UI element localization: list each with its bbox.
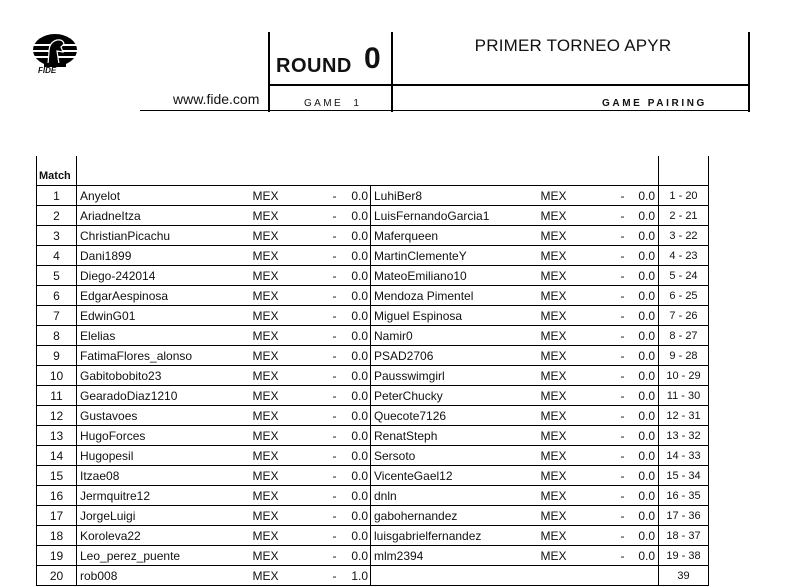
match-number: 18 [37,526,77,546]
board-numbers: 11 - 30 [659,386,709,406]
match-number: 10 [37,366,77,386]
separator: - [613,306,633,326]
board-numbers: 10 - 29 [659,366,709,386]
separator: - [613,406,633,426]
header-divider-mid [391,32,393,112]
white-federation: MEX [253,546,325,566]
white-player: Gabitobobito23 [77,366,253,386]
board-column-header [659,156,709,186]
separator: - [325,426,345,446]
white-player: rob008 [77,566,253,586]
black-federation: MEX [541,226,613,246]
white-federation: MEX [253,346,325,366]
black-player: luisgabrielfernandez [371,526,541,546]
white-federation: MEX [253,446,325,466]
board-numbers: 15 - 34 [659,466,709,486]
header-rule [268,84,750,86]
match-number: 2 [37,206,77,226]
black-player: Mendoza Pimentel [371,286,541,306]
board-numbers: 4 - 23 [659,246,709,266]
round-label: ROUND [276,55,352,77]
white-player: Dani1899 [77,246,253,266]
separator: - [325,406,345,426]
table-row [37,186,709,206]
white-points: 0.0 [345,526,371,546]
black-player: Quecote7126 [371,406,541,426]
board-numbers: 3 - 22 [659,226,709,246]
white-points: 0.0 [345,466,371,486]
table-row [37,286,709,306]
match-number: 12 [37,406,77,426]
white-federation: MEX [253,326,325,346]
match-number: 8 [37,326,77,346]
black-points: 0.0 [633,406,659,426]
white-player: HugoForces [77,426,253,446]
white-federation: MEX [253,226,325,246]
white-player: EdwinG01 [77,306,253,326]
table-row [37,526,709,546]
separator: - [613,326,633,346]
black-federation: MEX [541,266,613,286]
white-points: 1.0 [345,566,371,586]
table-row [37,426,709,446]
white-federation: MEX [253,426,325,446]
black-federation: MEX [541,526,613,546]
separator: - [613,286,633,306]
white-points: 0.0 [345,206,371,226]
white-points: 0.0 [345,406,371,426]
white-player: Koroleva22 [77,526,253,546]
header-divider-right [748,32,750,112]
black-points: 0.0 [633,526,659,546]
board-numbers: 1 - 20 [659,186,709,206]
black-points: 0.0 [633,306,659,326]
black-federation: MEX [541,386,613,406]
black-federation: MEX [541,326,613,346]
separator: - [325,526,345,546]
separator: - [325,326,345,346]
match-number: 19 [37,546,77,566]
match-number: 1 [37,186,77,206]
table-row [37,306,709,326]
separator: - [613,186,633,206]
white-points: 0.0 [345,326,371,346]
black-federation: MEX [541,286,613,306]
table-row [37,346,709,366]
board-numbers: 16 - 35 [659,486,709,506]
white-points: 0.0 [345,506,371,526]
match-number: 15 [37,466,77,486]
game-label: GAME 1 [304,98,362,109]
match-number: 5 [37,266,77,286]
black-points [633,566,659,586]
black-federation: MEX [541,346,613,366]
white-federation: MEX [253,266,325,286]
white-federation: MEX [253,526,325,546]
separator: - [613,426,633,446]
white-player: Jermquitre12 [77,486,253,506]
separator [613,566,633,586]
match-number: 13 [37,426,77,446]
black-player: LuhiBer8 [371,186,541,206]
match-number: 6 [37,286,77,306]
white-federation: MEX [253,206,325,226]
separator: - [613,386,633,406]
fide-logo-caption: FIDE [38,66,57,75]
black-player: MartinClementeY [371,246,541,266]
white-points: 0.0 [345,546,371,566]
match-number: 17 [37,506,77,526]
table-row [37,386,709,406]
board-numbers: 9 - 28 [659,346,709,366]
board-numbers: 18 - 37 [659,526,709,546]
separator: - [325,566,345,586]
separator: - [325,346,345,366]
match-column-header: Match [37,156,77,186]
table-row [37,366,709,386]
separator: - [325,226,345,246]
white-player: ChristianPicachu [77,226,253,246]
separator: - [325,506,345,526]
white-player: Hugopesil [77,446,253,466]
header-divider-left [268,32,270,112]
black-player: Maferqueen [371,226,541,246]
match-number: 16 [37,486,77,506]
pairings-table [36,156,709,586]
white-player: EdgarAespinosa [77,286,253,306]
match-number: 11 [37,386,77,406]
board-numbers: 2 - 21 [659,206,709,226]
white-player: AriadneItza [77,206,253,226]
table-row [37,226,709,246]
board-numbers: 8 - 27 [659,326,709,346]
black-federation: MEX [541,206,613,226]
separator: - [325,246,345,266]
white-points: 0.0 [345,306,371,326]
black-points: 0.0 [633,486,659,506]
separator: - [613,366,633,386]
separator: - [325,266,345,286]
separator: - [613,346,633,366]
black-player: MateoEmiliano10 [371,266,541,286]
black-player: Pausswimgirl [371,366,541,386]
black-federation: MEX [541,486,613,506]
white-points: 0.0 [345,366,371,386]
table-row [37,446,709,466]
white-player: JorgeLuigi [77,506,253,526]
table-row [37,406,709,426]
black-federation: MEX [541,546,613,566]
white-points: 0.0 [345,386,371,406]
black-points: 0.0 [633,186,659,206]
black-points: 0.0 [633,326,659,346]
black-points: 0.0 [633,366,659,386]
white-points: 0.0 [345,246,371,266]
separator: - [613,206,633,226]
table-row [37,546,709,566]
table-row [37,466,709,486]
white-player: Elelias [77,326,253,346]
black-federation: MEX [541,506,613,526]
separator: - [613,466,633,486]
black-player: dnln [371,486,541,506]
black-federation: MEX [541,186,613,206]
header-bottom-rule [140,110,750,111]
match-number: 7 [37,306,77,326]
black-federation: MEX [541,366,613,386]
match-number: 4 [37,246,77,266]
board-numbers: 13 - 32 [659,426,709,446]
black-federation: MEX [541,446,613,466]
black-points: 0.0 [633,226,659,246]
separator: - [325,446,345,466]
separator: - [325,366,345,386]
black-points: 0.0 [633,546,659,566]
white-points: 0.0 [345,226,371,246]
separator: - [613,266,633,286]
separator: - [325,306,345,326]
black-player: PSAD2706 [371,346,541,366]
black-player: Miguel Espinosa [371,306,541,326]
black-points: 0.0 [633,386,659,406]
tournament-title: PRIMER TORNEO APYR [474,36,672,55]
separator: - [613,506,633,526]
white-federation: MEX [253,506,325,526]
match-number: 20 [37,566,77,586]
table-row [37,266,709,286]
white-player: Diego-242014 [77,266,253,286]
table-row [37,326,709,346]
black-player: mlm2394 [371,546,541,566]
separator: - [613,526,633,546]
white-points: 0.0 [345,266,371,286]
separator: - [325,386,345,406]
white-federation: MEX [253,366,325,386]
black-points: 0.0 [633,346,659,366]
white-federation: MEX [253,466,325,486]
match-number: 14 [37,446,77,466]
white-points: 0.0 [345,426,371,446]
separator: - [613,446,633,466]
white-points: 0.0 [345,346,371,366]
white-federation: MEX [253,246,325,266]
separator: - [325,546,345,566]
white-player: Itzae08 [77,466,253,486]
black-player: Sersoto [371,446,541,466]
black-player: RenatSteph [371,426,541,446]
separator: - [325,206,345,226]
separator: - [613,246,633,266]
white-points: 0.0 [345,446,371,466]
white-federation: MEX [253,306,325,326]
table-row [37,506,709,526]
white-federation: MEX [253,386,325,406]
black-player: PeterChucky [371,386,541,406]
white-player: Anyelot [77,186,253,206]
board-numbers: 17 - 36 [659,506,709,526]
white-federation: MEX [253,286,325,306]
black-federation: MEX [541,246,613,266]
black-player: gabohernandez [371,506,541,526]
black-player: LuisFernandoGarcia1 [371,206,541,226]
white-federation: MEX [253,406,325,426]
separator: - [325,486,345,506]
white-player: Leo_perez_puente [77,546,253,566]
board-numbers: 39 [659,566,709,586]
black-player: VicenteGael12 [371,466,541,486]
separator: - [325,186,345,206]
black-points: 0.0 [633,206,659,226]
board-numbers: 14 - 33 [659,446,709,466]
white-points: 0.0 [345,286,371,306]
table-row [37,246,709,266]
white-federation: MEX [253,186,325,206]
separator: - [325,286,345,306]
table-row [37,486,709,506]
white-player: GearadoDiaz1210 [77,386,253,406]
white-points: 0.0 [345,186,371,206]
black-federation: MEX [541,306,613,326]
round-number: 0 [364,42,381,75]
separator: - [613,546,633,566]
board-numbers: 19 - 38 [659,546,709,566]
separator: - [613,486,633,506]
white-player: FatimaFlores_alonso [77,346,253,366]
pairing-rows [37,186,709,586]
black-player [371,566,541,586]
black-points: 0.0 [633,506,659,526]
black-points: 0.0 [633,286,659,306]
black-federation: MEX [541,406,613,426]
black-federation [541,566,613,586]
black-points: 0.0 [633,466,659,486]
table-row [37,566,709,586]
website-link[interactable]: www.fide.com [173,91,260,107]
black-federation: MEX [541,426,613,446]
separator: - [613,226,633,246]
white-player: Gustavoes [77,406,253,426]
separator: - [325,466,345,486]
table-header-blank [77,156,659,186]
board-numbers: 6 - 25 [659,286,709,306]
white-points: 0.0 [345,486,371,506]
table-row [37,206,709,226]
match-number: 9 [37,346,77,366]
white-federation: MEX [253,566,325,586]
pairing-label: GAME PAIRING [602,98,707,109]
black-points: 0.0 [633,246,659,266]
black-points: 0.0 [633,266,659,286]
black-federation: MEX [541,466,613,486]
board-numbers: 5 - 24 [659,266,709,286]
board-numbers: 7 - 26 [659,306,709,326]
board-numbers: 12 - 31 [659,406,709,426]
match-number: 3 [37,226,77,246]
black-player: Namir0 [371,326,541,346]
black-points: 0.0 [633,426,659,446]
white-federation: MEX [253,486,325,506]
black-points: 0.0 [633,446,659,466]
